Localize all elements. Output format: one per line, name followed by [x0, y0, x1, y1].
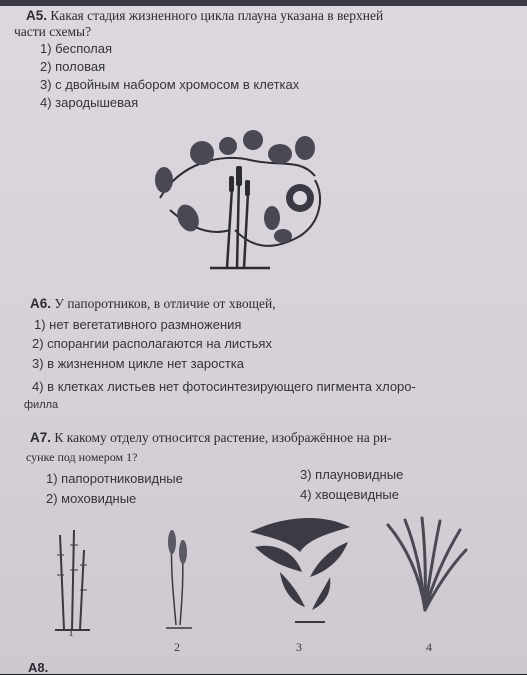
plant-figure-2-clubmoss	[158, 520, 198, 632]
question-a5-line2: части схемы?	[14, 24, 92, 39]
a7-option-2: 2) моховидные	[46, 491, 137, 506]
figure-label-4: 4	[426, 640, 432, 654]
a7-option-1: 1) папоротниковидные	[46, 471, 183, 486]
plant-figure-3-fern	[240, 512, 355, 630]
question-number-a8: А8.	[28, 660, 49, 675]
question-a7-text: К какому отделу относится растение, изображённое на ри-	[54, 430, 392, 445]
question-a7-line2: сунке под номером 1?	[26, 450, 138, 464]
question-a5-text: Какая стадия жизненного цикла плауна указана в верхней	[50, 8, 384, 23]
a7-option-4: 4) хвощевидные	[300, 487, 399, 502]
question-a7-line1	[30, 430, 392, 446]
a6-option-4: 4) в клетках листьев нет фотосинтезирующего пигмента хлоро-	[32, 379, 416, 394]
a6-option-3: 3) в жизненном цикле нет заростка	[32, 356, 244, 371]
question-a6-text: У папоротников, в отличие от хвощей,	[54, 296, 276, 311]
page-top-edge	[0, 0, 527, 6]
a5-option-4: 4) зародышевая	[40, 95, 139, 110]
a6-option-2: 2) спорангии располагаются на листьях	[32, 336, 272, 351]
lycopod-lifecycle-diagram	[140, 118, 340, 278]
figure-label-2: 2	[174, 640, 180, 654]
figure-label-3: 3	[296, 640, 302, 654]
question-number-a6: А6.	[30, 296, 52, 311]
a6-option-1: 1) нет вегетативного размножения	[34, 317, 242, 332]
question-number-a5: А5.	[26, 8, 48, 23]
plant-figure-1-horsetail	[50, 525, 95, 635]
plant-figure-4-moss	[380, 515, 470, 615]
a5-option-1: 1) бесполая	[40, 41, 113, 56]
figure-label-1: 1	[68, 625, 74, 639]
a6-option-4-continuation: филла	[24, 399, 59, 411]
a5-option-2: 2) половая	[40, 59, 106, 74]
a5-option-3: 3) с двойным набором хромосом в клетках	[40, 77, 300, 92]
a7-option-3: 3) плауновидные	[300, 467, 404, 482]
question-number-a7: А7.	[30, 430, 52, 445]
question-a6-line1	[30, 296, 276, 312]
question-a5-line1	[26, 8, 383, 24]
